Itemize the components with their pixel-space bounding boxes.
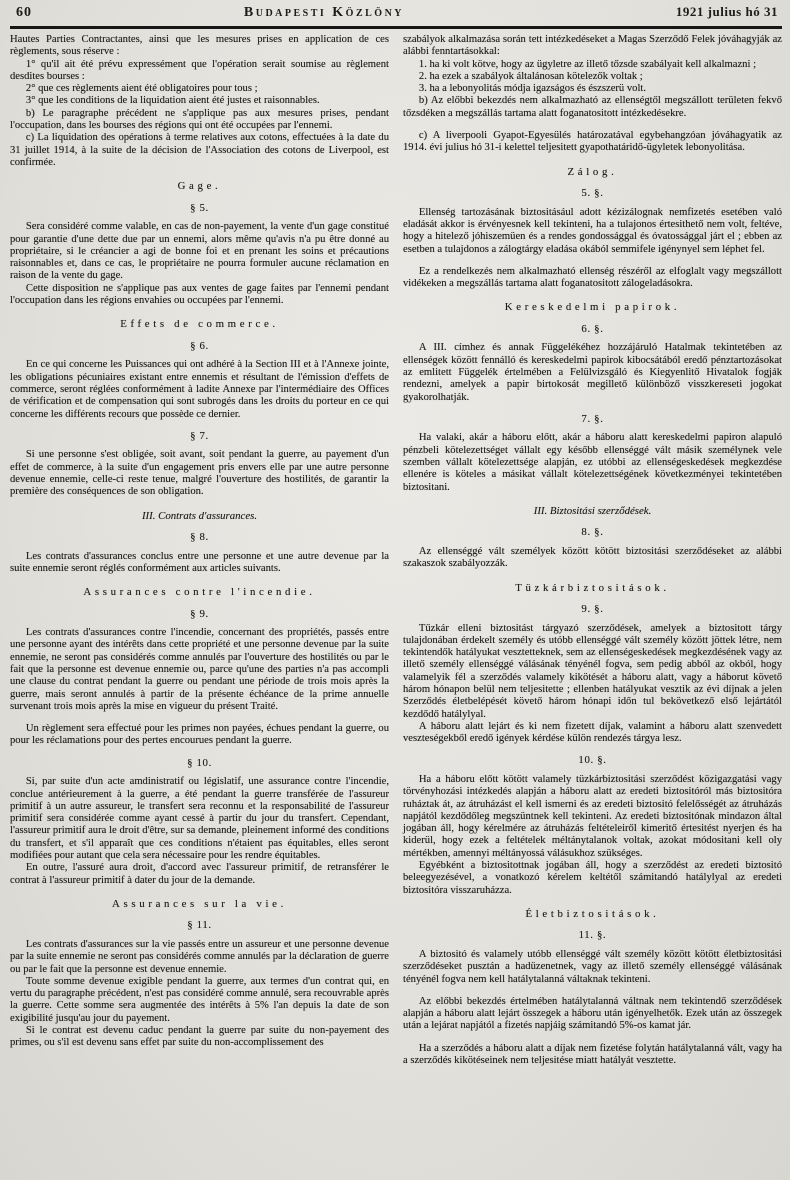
paragraph-number: § 8. [190,531,209,544]
paragraph: A biztositó és valamely utóbb ellenséggé vált személy között kötött életbiztositási szerződéseket pusztán a hadüzenetnek, vagy az illető személy ellenséggé válásának tényénél fogva nem kell hatálytalanná váltaknak tekinteni. [403,948,782,985]
paragraph: Hautes Parties Contractantes, ainsi que les mesures prises en application de ces règlements, sous réserve : [10,34,389,58]
hungarian-column [403,34,782,1067]
paragraph: 3. ha a lebonyolitás módja igazságos és észszerü volt. [418,83,647,95]
paragraph: Les contrats d'assurances sur la vie passés entre un assureur et une personne devenue par la suite ennemie ne seront pas considérés comme annulés par la déclaration de guerre ou par le fait que la personne est devenue ennemie. [10,938,389,975]
paragraph: Ha valaki, akár a háboru előtt, akár a háboru alatt kereskedelmi papiron alapuló pénzbeli kötelezettséget vállalt egy később ellenséggé vált másik személynek vele szemben vállalt kötelezettsége alapján, ez utóbbi az ellenségeskedések megkezdése ellenére is köteles a másikat vállalt kötelezettségének következményei tekintetében biztositani. [403,432,782,493]
paragraph: Az előbbi bekezdés értelmében hatálytalanná váltnak nem tekintendő szerződések alapján a háboru alatt lejárt összegek a háboru után igényelhetők. Ezek után az összegek után a lejárat napjától a fizetés napjáig számitandó 5%-os kamat jár. [403,995,782,1032]
paragraph: Tűzkár elleni biztositást tárgyazó szerződések, amelyek a biztositott tárgy tulajdonában érdekelt személy és utóbb ellenséggé vált személy között jöttek létre, nem tekintendők hatályukat vesztetteknek, sem az ellenségeskedések megkezdésének vagy az illető személy ellenséggé válásának tényénél fogva, sem pedig abból az okból, hogy valamelyik fél a szerződés valamely kikötését a háboru alatt, vagy a háborut követő három hónapon belül nem teljesitette ; ellenben hatályukat vesztik az évi díjnak a jelen Szerződés életbelépését követő három hónapi időn tul bekövetkező első lejártától kezdődő hatálylyal. [403,622,782,720]
paragraph: b) Le paragraphe précédent ne s'applique pas aux mesures prises, pendant l'occupation, dans les bourses des régions qui ont été occupées par l'ennemi. [10,107,389,132]
paragraph-number: 8. §. [581,526,604,539]
section-heading: Effets de commerce. [120,318,279,331]
paragraph: Ha a háboru előtt kötött valamely tüzkárbiztositási szerződést közigazgatási vagy törvényhozási intézkedés alapján a háboru alatt az eredeti biztositóról más biztositóra ruháztak át, az átruházást el kell ismerni és az eredeti biztositó felelősségét az átruházás napjától kezdődőleg megszüntnek kell tekinteni. Az eredeti biztositónak mindazon által jogában áll, hogy kérelmére az átruházás feltételeiről kimeritő értesitést nyerjen és ha kiderül, hogy ezek a feltételek méltánytalanok voltak, azokat módositani kell oly mértékben, amennyi méltányossá válásukhoz szükséges. [403,773,782,859]
section-heading: Tüzkárbiztositások. [515,581,670,594]
paragraph: Si le contrat est devenu caduc pendant la guerre par suite du non-payement des primes, ou s'il est devenu sans effet par suite du non-accomplissement des [10,1025,389,1049]
section-heading: Assurances contre l'incendie. [83,586,316,599]
section-heading: Gage. [177,180,222,193]
page-header [10,3,782,29]
section-heading: Assurances sur la vie. [112,897,287,910]
paragraph: 1° qu'il ait été prévu expressément que l'opération serait soumise au règlement desdites bourses : [10,58,389,82]
section-heading: III. Biztositási szerződések. [533,504,652,517]
paragraph: Les contrats d'assurances contre l'incendie, concernant des propriétés, passés entre une personne ayant des intérêts dans cette propriété et une personne devenue par la suite ennemie, ne seront pas considérés comme annulés par l'ouverture des hostilités ou par le fait que la personne est devenue ennemie ou, parce qu'une des parties n'a pas accompli une clause du contrat pendant la guerre ou pendant une période de trois mois après la guerre, mais seront annulés à partir de la présente échéance de la prime annuelle survenant trois mois après la mise en vigueur du présent Traité. [10,627,389,712]
french-column [10,34,389,1067]
paragraph-number: § 5. [190,201,209,214]
paragraph-number: § 9. [190,607,209,620]
paragraph: c) La liquidation des opérations à terme relatives aux cotons, effectuées à la date du 31 juillet 1914, à la suite de la décision de l'Association des cotons de Liverpool, est confirmée. [10,132,389,168]
paragraph: szabályok alkalmazása során tett intézkedéseket a Magas Szerződő Felek jóváhagyják az alábbi fenntartásokkal: [403,34,782,58]
paragraph: A háboru alatt lejárt és ki nem fizetett díjak, valamint a háboru alatt szenvedett veszteségekből eredő igények kérdése külön rendezés tárgya lesz. [403,720,782,745]
paragraph: Toute somme devenue exigible pendant la guerre, aux termes d'un contrat qui, en vertu du paragraphe précédent, n'est pas considéré comme annulé, sera recouvrable après la guerre. Cette somme sera augmentée des intérêts à 5% l'an depuis la date de son exigibilité jusqu'au jour du payement. [10,975,389,1024]
paragraph-number: § 6. [190,339,209,352]
paragraph: Cette disposition ne s'applique pas aux ventes de gage faites par l'ennemi pendant l'occupation dans les régions envahies ou occupées par l'ennemi. [10,282,389,307]
paragraph: Un règlement sera effectué pour les primes non payées, échues pendant la guerre, ou pour les réclamations pour des pertes encourues pendant la guerre. [10,723,389,747]
paragraph: En outre, l'assuré aura droit, d'accord avec l'assureur primitif, de retransférer le contrat à l'assureur primitif à dater du jour de la demande. [10,862,389,886]
paragraph-number: 9. §. [581,603,604,616]
paragraph-number: § 11. [187,919,212,932]
paragraph-number: 5. §. [581,187,604,200]
section-heading: Zálog. [567,165,618,178]
paragraph: Ellenség tartozásának biztositásául adott kézizálognak nemfizetés esetében való eladását akkor is érvényesnek kell tekinteni, ha a tulajonos értesithető nem volt, feltéve, hogy a hitelező jóhiszemüen és a rendes gondossággal és óvatossággal járt el ; ebben az esetben a tulajdonos a zálogtárgy eladása okából semmifele igénynyel sem léphet fel. [403,206,782,255]
paragraph: Si une personne s'est obligée, soit avant, soit pendant la guerre, au payement d'un effet de commerce, à la suite d'un engagement pris envers elle par une autre personne devenue ennemie, celle-ci reste tenue, malgré l'ouverture des hostilités, de garantir la première des conséquences de son obligation. [10,449,389,498]
paragraph-number: 6. §. [581,322,604,335]
paragraph: 1. ha ki volt kötve, hogy az ügyletre az illető tőzsde szabályait kell alkalmazni ; [418,58,757,70]
paragraph: c) A liverpooli Gyapot-Egyesülés határozatával egybehangzóan jóváhagyatik az 1914. évi julius hó 31-i kelettel teljesitett gyapothatáridő-ügyletek lebonyolitása. [403,130,782,154]
section-heading: Kereskedelmi papirok. [504,301,681,314]
journal-title: Budapesti Közlöny [243,5,405,20]
page-number: 60 [16,5,32,20]
paragraph: En ce qui concerne les Puissances qui ont adhéré à la Section III et à l'Annexe jointe, les obligations pécuniaires existant entre ennemis et résultant de l'émission d'effets de commerce, seront réglées conformément à ladite Annexe par l'intermédiaire des Offices de vérification et de compensation qui sont subrogés dans les droits du porteur en ce qui concerne les différents recours que possède ce dernier. [10,359,389,420]
section-heading: Életbiztositások. [525,907,660,920]
paragraph: 3° que les conditions de la liquidation aient été justes et raisonnables. [25,95,320,107]
paragraph-number: 11. §. [578,929,607,942]
section-heading: III. Contrats d'assurances. [141,509,258,522]
paragraph-number: § 7. [190,429,209,442]
paragraph: Si, par suite d'un acte amdinistratif ou législatif, une assurance contre l'incendie, conclue antérieurement à la guerre, a été pendant la guerre transférée de l'assureur primitif à un autre assureur, le transfert sera reconnu et la responsabilité de l'assureur primitif sera considérée comme ayant cessé à partir du jour du transfert. Cependant, l'assureur primitif aura le droit d'être, sur sa demande, pleinement informé des conditions du transfert, et s'il apparaît que ces conditions n'étaient pas équitables, elles seront modifiées pour autant que cela sera nécessaire pour les rendre équitables. [10,776,389,862]
paragraph-number: 7. §. [581,412,604,425]
two-column-body [10,29,782,1067]
paragraph: Les contrats d'assurances conclus entre une personne et une autre devenue par la suite ennemie seront réglés conformément aux articles suivants. [10,550,389,574]
paragraph: 2° que ces règlements aient été obligatoires pour tous ; [25,83,258,95]
paragraph: Sera considéré comme valable, en cas de non-payement, la vente d'un gage constitué pour garantie d'une dette due par un ennemi, alors même qu'avis n'a pu être donné au propriétaire, si le créancier a agi de bonne foi et en prenant les soins et précautions raisonnables et, dans ce cas, le propriétaire ne pourra formuler aucune réclamation en raison de la vente du gage. [10,221,389,282]
paragraph-number: 10. §. [578,754,607,767]
paragraph: A III. címhez és annak Függelékéhez hozzájáruló Hatalmak tekintetében az ellenségek között fennálló és kereskedelmi papirok kibocsátából eredő pénztartozásokat az emlitett Függelék értelmében a Felülvizsgáló és Kiegyenlitő Hivatalok fogják rendezni, amelyek a papir birtokosát megillető különböző visszkereseti jogokat gyakorolhatják. [403,342,782,403]
issue-date: 1921 julius hó 31 [675,4,778,19]
paragraph: b) Az előbbi bekezdés nem alkalmazható az ellenségtől megszállott területen fekvő tőzsdéken a megszállás tartama alatt foganatositott intézkedésekre. [403,95,782,119]
paragraph: Egyébként a biztositottnak jogában áll, hogy a szerződést az eredeti biztositó beleegyezésével, a vonatkozó kérelem keltétől számitandó hatálylyal az eredeti biztositóra visszaruházza. [403,860,782,896]
paragraph: Az ellenséggé vált személyek között kötött biztositási szerződéseket az alábbi szakaszok szabályozzák. [403,545,782,570]
paragraph: 2. ha ezek a szabályok általánosan kötelezők voltak ; [418,70,643,82]
paragraph: Ez a rendelkezés nem alkalmazható ellenség részéről az elfoglalt vagy megszállott vidékeken a megszállás tartama alatt foganatositott zálogeladásokra. [403,265,782,290]
paragraph: Ha a szerződés a háboru alatt a díjak nem fizetése folytán hatálytalanná vált, vagy ha a szerződés kikötéseinek nem teljesitése miatt hatályát vesztette. [403,1042,782,1067]
paragraph-number: § 10. [187,756,212,769]
